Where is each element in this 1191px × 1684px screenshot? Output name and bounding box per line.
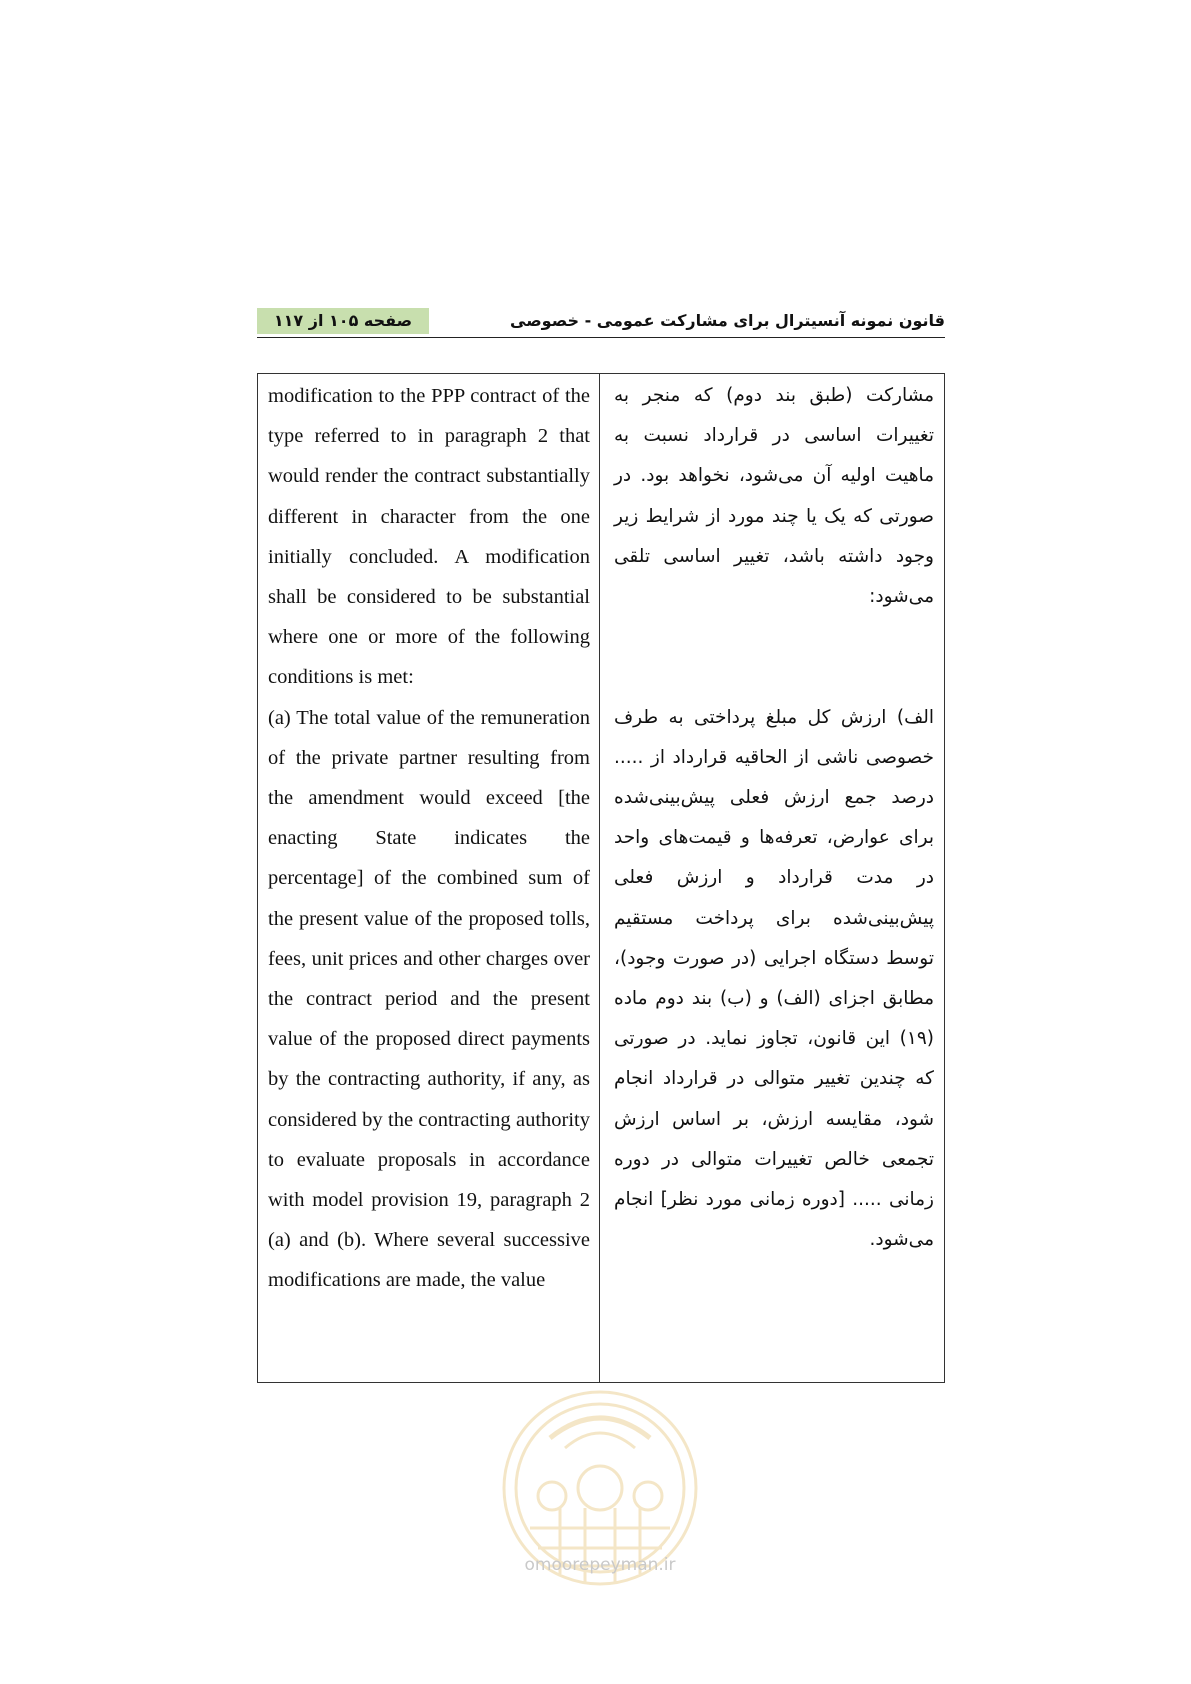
english-column (268, 376, 590, 1301)
persian-paragraph-2: الف) ارزش کل مبلغ پرداختی به طرف خصوصی ناشی از الحاقیه قرارداد از ..... درصد جمع ارزش فعلی پیش‌بینی‌شده برای عوارض، تعرفه‌ها و قیمت‌های واحد در مدت قرارداد و ارزش فعلی پیش‌بینی‌شده برای پرداخت مستقیم توسط دستگاه اجرایی (در صورت وجود)، مطابق اجزای (الف) و (ب) بند دوم ماده (۱۹) این قانون، تجاوز نماید. در صورتی که چندین تغییر متوالی در قرارداد انجام شود، مقایسه ارزش، بر اساس ارزش تجمعی خالص تغییرات متوالی در دوره زمانی ..... [دوره زمانی مورد نظر] انجام می‌شود. (614, 706, 934, 1251)
bilingual-table (257, 373, 945, 1383)
document-title: قانون نمونه آنسیترال برای مشارکت عمومی - خصوصی (510, 311, 945, 330)
persian-paragraph-1: مشارکت (طبق بند دوم) که منجر به تغییرات اساسی در قرارداد نسبت به ماهیت اولیه آن می‌شود، نخواهد بود. در صورتی که یک یا چند مورد از شرایط زیر وجود داشته باشد، تغییر اساسی تلقی می‌شود: (614, 385, 934, 608)
watermark-website: omoorepeyman.ir (524, 1555, 676, 1575)
persian-column (614, 376, 934, 1260)
english-paragraph-2: (a) The total value of the remuneration of the private partner resulting from the amendment would exceed [the enacting State indicates the percentage] of the combined sum of the present value of the proposed tolls, fees, unit prices and other charges over the contract period and the present value of the proposed direct payments by the contracting authority, if any, as considered by the contracting authority to evaluate proposals in accordance with model provision 19, paragraph 2 (a) and (b). Where several successive modifications are made, the value (268, 706, 590, 1292)
page-header (257, 307, 945, 338)
english-paragraph-1: modification to the PPP contract of the type referred to in paragraph 2 that would render the contract substantially different in character from the one initially concluded. A modification shall be considered to be substantial where one or more of the following conditions is met: (268, 385, 590, 689)
page-number-badge: صفحه ۱۰۵ از ۱۱۷ (257, 308, 429, 334)
column-divider (599, 374, 600, 1382)
